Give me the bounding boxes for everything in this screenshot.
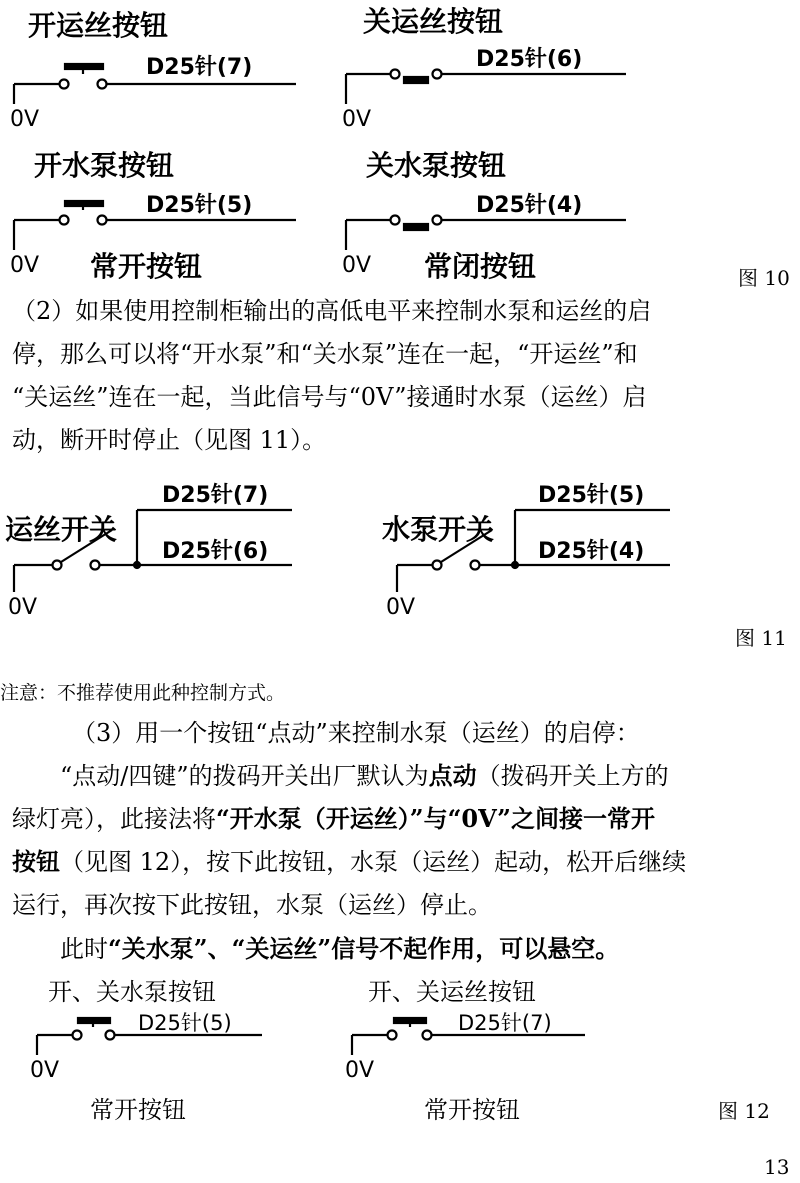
fig10-pin5-label: D25针(5)	[146, 193, 253, 218]
para3-line3	[12, 798, 655, 840]
para2-line2: 停，那么可以将“开水泵”和“关水泵”连在一起，“开运丝”和	[12, 340, 638, 368]
fig10-pin6-label: D25针(6)	[476, 47, 583, 72]
fig12-pin5-label: D25针(5)	[138, 1011, 232, 1035]
fig11-pin4-label: D25针(4)	[538, 539, 645, 564]
fig12-zero-v-1: 0V	[30, 1058, 60, 1083]
fig12-zero-v-2: 0V	[345, 1058, 375, 1083]
para3-line4	[12, 841, 686, 883]
para3-line4-text: （见图 12），按下此按钮，水泵（运丝）起动，松开后继续	[60, 848, 687, 876]
fig10-zero-v-3: 0V	[10, 253, 40, 278]
fig12-spin-title: 开、关运丝按钮	[368, 978, 536, 1006]
fig12-caption: 图 12	[718, 1099, 770, 1123]
para3-line2-bold: 点动	[428, 761, 477, 790]
para3-line1: （3）用一个按钮“点动”来控制水泵（运丝）的启停：	[72, 719, 640, 747]
para2-line4: 动，断开时停止（见图 11）。	[12, 426, 327, 454]
fig10-start-spin-title: 开运丝按钮	[28, 9, 169, 42]
para3-line6	[60, 928, 619, 970]
para3-line6-bold: “关水泵”、“关运丝”信号不起作用，可以悬空。	[108, 934, 620, 963]
fig10-zero-v-4: 0V	[342, 253, 372, 278]
fig11-pin7-label: D25针(7)	[162, 483, 269, 508]
para3-line3-bold: “开水泵（开运丝）”与“0V”之间接一常开	[216, 804, 655, 833]
fig10-caption: 图 10	[738, 266, 790, 290]
para3-line4-bold: 按钮	[12, 847, 60, 876]
para2-line1: （2）如果使用控制柜输出的高低电平来控制水泵和运丝的启	[12, 297, 652, 325]
fig11-pin6-label: D25针(6)	[162, 539, 269, 564]
para2-line3: “关运丝”连在一起，当此信号与“0V”接通时水泵（运丝）启	[12, 383, 647, 411]
fig10-stop-pump-title: 关水泵按钮	[366, 149, 507, 182]
fig11-caption: 图 11	[735, 626, 787, 650]
para3-line5: 运行，再次按下此按钮，水泵（运丝）停止。	[12, 891, 492, 919]
para3-line2	[60, 755, 669, 797]
fig11-spin-switch-label: 运丝开关	[5, 513, 118, 546]
fig11-zero-v-2: 0V	[386, 595, 416, 620]
page-number: 13	[764, 1155, 790, 1179]
fig10-stop-spin-title: 关运丝按钮	[363, 5, 504, 38]
fig12-pin7-label: D25针(7)	[458, 1011, 552, 1035]
fig12-pump-title: 开、关水泵按钮	[48, 978, 216, 1006]
fig10-zero-v-2: 0V	[342, 107, 372, 132]
para3-line2-text: “点动/四键”的拨码开关出厂默认为	[60, 762, 429, 790]
para3-line3-text: 绿灯亮），此接法将	[12, 805, 216, 833]
fig11-pump-switch-label: 水泵开关	[382, 513, 495, 546]
para3-line6-text: 此时	[60, 935, 108, 963]
fig10-nc-button-label: 常闭按钮	[424, 250, 537, 283]
fig10-no-button-label: 常开按钮	[90, 250, 203, 283]
fig11-zero-v-1: 0V	[8, 595, 38, 620]
fig10-start-pump-title: 开水泵按钮	[34, 149, 175, 182]
para3-line2-rest: （拨码开关上方的	[476, 762, 669, 790]
fig10-pin7-label: D25针(7)	[146, 55, 253, 80]
fig10-pin4-label: D25针(4)	[476, 193, 583, 218]
fig10-zero-v-1: 0V	[10, 107, 40, 132]
warning-note: 注意：不推荐使用此种控制方式。	[0, 682, 286, 704]
fig11-pin5-label: D25针(5)	[538, 483, 645, 508]
fig12-no-button-label-1: 常开按钮	[90, 1096, 186, 1124]
fig12-no-button-label-2: 常开按钮	[424, 1096, 520, 1124]
